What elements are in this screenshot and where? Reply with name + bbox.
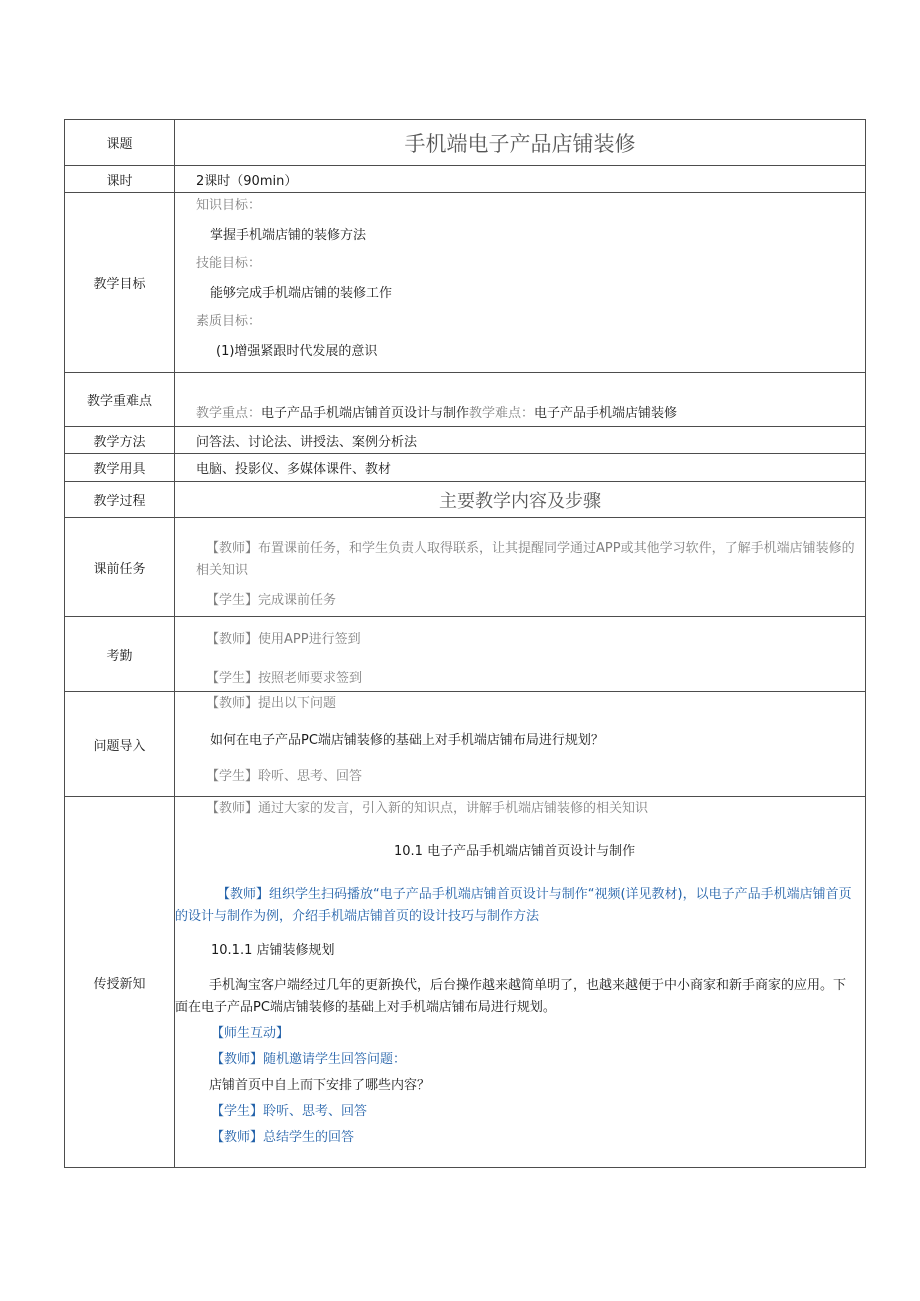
pre-task-student: 【学生】完成课前任务 bbox=[206, 593, 337, 608]
methods-label: 教学方法 bbox=[65, 427, 175, 454]
tools-value: 电脑、投影仪、多媒体课件、教材 bbox=[175, 454, 866, 482]
row-new-knowledge bbox=[65, 797, 866, 1168]
attendance-teacher: 【教师】使用APP进行签到 bbox=[206, 632, 361, 647]
row-goals bbox=[65, 193, 866, 373]
pre-task-teacher: 【教师】布置课前任务，和学生负责人取得联系，让其提醒同学通过APP或其他学习软件，了解手机端店铺装修的相关知识 bbox=[196, 541, 855, 578]
attendance-label: 考勤 bbox=[65, 617, 175, 692]
pre-task-content bbox=[175, 518, 866, 617]
question-student: 【学生】聆听、思考、回答 bbox=[206, 769, 363, 784]
planning-paragraph: 手机淘宝客户端经过几年的更新换代，后台操作越来越简单明了，也越来越便于中小商家和新手商家的应用。下面在电子产品PC端店铺装修的基础上对手机端店铺布局进行规划。 bbox=[175, 978, 847, 1015]
new-knowledge-teacher-intro: 【教师】通过大家的发言，引入新的知识点，讲解手机端店铺装修的相关知识 bbox=[206, 801, 649, 816]
attendance-content bbox=[175, 617, 866, 692]
lesson-title: 手机端电子产品店铺装修 bbox=[175, 120, 866, 166]
subject-label: 课题 bbox=[65, 120, 175, 166]
process-header-right: 主要教学内容及步骤 bbox=[175, 482, 866, 518]
hard-point-text: 电子产品手机端店铺装修 bbox=[534, 406, 678, 421]
row-attendance bbox=[65, 617, 866, 692]
teacher-video-instruction: 【教师】组织学生扫码播放“电子产品手机端店铺首页设计与制作“视频(详见教材)，以电子产品手机端店铺首页的设计与制作为例，介绍手机端店铺首页的设计技巧与制作方法 bbox=[175, 887, 852, 924]
goals-content bbox=[175, 193, 866, 373]
ask-text: 店铺首页中自上而下安排了哪些内容？ bbox=[209, 1078, 431, 1093]
row-hours bbox=[65, 166, 866, 193]
row-subject bbox=[65, 120, 866, 166]
tools-label: 教学用具 bbox=[65, 454, 175, 482]
methods-value: 问答法、讨论法、讲授法、案例分析法 bbox=[175, 427, 866, 454]
skill-goal-label: 技能目标： bbox=[196, 256, 262, 271]
lesson-plan-table bbox=[64, 119, 866, 1168]
row-question bbox=[65, 692, 866, 797]
question-content bbox=[175, 692, 866, 797]
hours-label: 课时 bbox=[65, 166, 175, 193]
quality-goal-label: 素质目标： bbox=[196, 314, 262, 329]
teacher-summary: 【教师】总结学生的回答 bbox=[211, 1130, 355, 1145]
pre-task-label: 课前任务 bbox=[65, 518, 175, 617]
subsection-title: 10.1.1 店铺装修规划 bbox=[211, 943, 335, 958]
quality-goal-text: (1)增强紧跟时代发展的意识 bbox=[216, 344, 378, 359]
key-point-text: 电子产品手机端店铺首页设计与制作 bbox=[261, 406, 470, 421]
row-process-header bbox=[65, 482, 866, 518]
key-point-label: 教学重点： bbox=[196, 406, 262, 421]
row-pre-task bbox=[65, 518, 866, 617]
attendance-student: 【学生】按照老师要求签到 bbox=[206, 671, 363, 686]
question-text: 如何在电子产品PC端店铺装修的基础上对手机端店铺布局进行规划？ bbox=[210, 733, 604, 748]
new-knowledge-label: 传授新知 bbox=[65, 797, 175, 1168]
interaction-heading: 【师生互动】 bbox=[211, 1026, 290, 1041]
hours-value: 2课时（90min） bbox=[175, 166, 866, 193]
student-answer: 【学生】聆听、思考、回答 bbox=[211, 1104, 368, 1119]
section-title: 10.1 电子产品手机端店铺首页设计与制作 bbox=[394, 844, 636, 859]
knowledge-goal-label: 知识目标： bbox=[196, 198, 262, 213]
key-points-content bbox=[175, 373, 866, 427]
row-methods bbox=[65, 427, 866, 454]
goals-label: 教学目标 bbox=[65, 193, 175, 373]
teacher-ask: 【教师】随机邀请学生回答问题： bbox=[211, 1052, 407, 1067]
skill-goal-text: 能够完成手机端店铺的装修工作 bbox=[210, 286, 393, 301]
new-knowledge-content bbox=[175, 797, 866, 1168]
question-label: 问题导入 bbox=[65, 692, 175, 797]
hard-point-label: 教学难点： bbox=[469, 406, 535, 421]
row-key-points bbox=[65, 373, 866, 427]
question-teacher: 【教师】提出以下问题 bbox=[206, 696, 337, 711]
process-header-left: 教学过程 bbox=[65, 482, 175, 518]
key-points-label: 教学重难点 bbox=[65, 373, 175, 427]
knowledge-goal-text: 掌握手机端店铺的装修方法 bbox=[210, 228, 367, 243]
row-tools bbox=[65, 454, 866, 482]
